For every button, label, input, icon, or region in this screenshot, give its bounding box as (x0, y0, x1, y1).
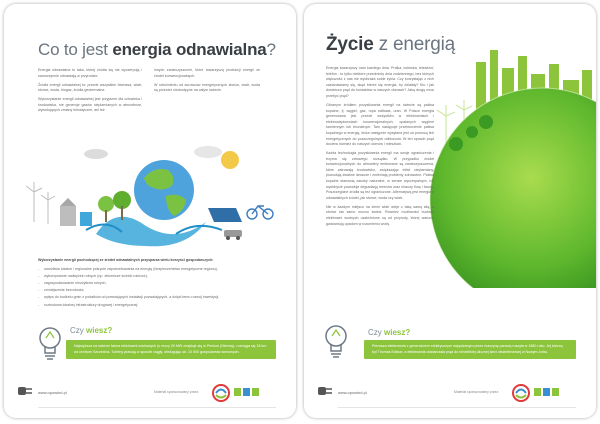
tip-title-bold: wiesz? (384, 328, 411, 337)
did-you-know-box: Pierwsza elektrownia z generatorem elektrycznym napędzanym przez maszynę parową ruszyła w 1880 roku. Jej twórcą był Thomas Edison, a elektrownia dostarczała prąd do niewielkiej ulicznej sieci oświetleniowej w Nowym Jorku. (364, 340, 576, 359)
list-item: - wykorzystanie nadwyżek rolnych (np. zbiornicze ścieżki rolnicze), (38, 274, 268, 280)
article-body (326, 66, 434, 231)
page-footer (304, 384, 596, 404)
paragraph: Wykorzystanie energii odnawialnej jest przyjazne dla człowieka i środowiska, nie generuje gazów cieplarnianych w atmosferze, wywołujących zmiany klimatyczne, ani też (38, 97, 142, 113)
logo-icon (512, 384, 530, 402)
paragraph: Źródła energii odnawialnej to: przede wszystkim biomasa, wiatr, słońce, woda, biogaz, źródła geotermalne. (38, 82, 142, 93)
benefits-list (38, 258, 268, 310)
did-you-know-title (368, 328, 410, 337)
paragraph: Energia odnawialna to taka, której źródła się nie wyczerpują i samoczynnie odnawiają w przyrodzie. (38, 68, 142, 78)
title-bold: energia odnawialna (112, 40, 267, 59)
did-you-know-title (70, 326, 112, 335)
footer-url[interactable]: www.opowind.pl (38, 390, 67, 395)
renewable-energy-illustration (26, 134, 274, 254)
paragraph: Energia towarzyszy nam każdego dnia. Pralka, lodówka, telewizor, telefon - to tylko niektóre przedmioty dnia codziennego, bez których większość z nas nie wyobraża sobie życia. Czy korzystając z nich zastanawiamy się, skąd bierze się energia, by działały? Kto i jak dostarcza prąd do kontaktów w naszych domach? Jaką drogę musi przebyć prąd? (326, 66, 434, 98)
paragraph: Nie w każdym miejscu na ziemi wiatr wieje z taką samą siłą, a słońce tak samo mocno świeci. Również możliwości budowy elektrowni wodnych uzależnione są od przyrody, której warunki gwarantują opadom w rozumieniu wody. (326, 204, 434, 226)
page-title (38, 40, 276, 60)
footer-divider (38, 407, 276, 408)
title-normal: z energią (373, 34, 456, 55)
earth-globe-icon (134, 160, 194, 220)
paragraph: W odróżnieniu od surowców energetycznych słońce, wiatr, woda są przecież niedostępne na całym świecie. (154, 82, 260, 93)
paragraph: innych zanieczyszczeń, które towarzyszą produkcji energii ze źródeł konwencjonalnych. (154, 68, 260, 78)
tip-title-bold: wiesz? (86, 326, 113, 335)
lightbulb-icon (38, 326, 62, 364)
right-page (304, 4, 596, 418)
lightbulb-icon (324, 324, 348, 362)
title-bold: Życie (326, 34, 374, 55)
plug-icon (16, 384, 34, 398)
logo-icon (212, 384, 230, 402)
footer-sponsor: Materiał sponsorowany przez: (454, 390, 500, 394)
did-you-know-box: Największa na świecie farma elektrowni wiatrowych (o mocy 20 MW znajduje się w Penkun (Niemcy), rozciąga się 18 km od centrum Szczecina. Turbiny pracują w sposób ciągły, obsługując ok. 10 000 gospodarstw domowych. (66, 340, 276, 359)
footer-sponsor: Materiał sponsorowany przez: (154, 390, 200, 394)
footer-divider (338, 407, 576, 408)
bicycle-icon (247, 206, 273, 219)
paragraph: Głównym źródłem pozyskiwania energii na świecie są paliwa kopalne, tj. węgiel, gaz, ropa naftowa, uran. W Polsce energia generowana jest przede wszystkim w elektrowniach i elektrociepłowniach konwencjonalnych, opalanych węglem kamiennym lub brunatnym. Tam następuje przetworzenie paliwa kopalnego w energię, która następnie wysyłana jest za pomocą linii energetycznych do poszczególnych odbiorców. W ten sposób prąd dociera również do naszych domów i mieszkań. (326, 102, 434, 147)
benefits-intro: Wykorzystanie energii pochodzącej ze źródeł odnawialnych przysparza wielu korzyści gospodarczych: (38, 258, 214, 262)
list-item: - zmniejszenie bezrobocia, (38, 288, 268, 294)
page-footer (4, 384, 296, 404)
logo-icon (534, 384, 562, 402)
tip-title-normal: Czy (70, 326, 86, 335)
plug-icon (316, 384, 334, 398)
left-page (4, 4, 296, 418)
list-item: - rozbudowa lokalnej infrastruktury drogowej i energetycznej. (38, 303, 268, 309)
intro-column-1 (38, 68, 142, 117)
wind-turbine-icon (26, 182, 55, 224)
intro-column-2 (154, 68, 260, 97)
title-normal: Co to jest (38, 40, 113, 59)
list-item: - zagospodarowanie nieużytków rolnych, (38, 281, 268, 287)
paragraph: Każda technologia pozyskiwania energii ma swoje ograniczenia i trzyma się zdrowego rozsądku. W przypadku źródeł konwencjonalnych do atmosfery emitowane są zanieczyszczenia, które zatruwają środowisko, zwiększając efekt cieplarniany, powodują kwaśne deszcze i zmieniają problemy zdrowotne. Paliwa kopalne stanowią zasoby naturalne, w sensie wyczerpalnym, ich wydobycie powoduje degradację terenów oraz niszczy florę i faunę. Poszczególne źródła są też ograniczone. Alternatywą jest energia z odnawialnych źródeł, jak słońce, woda czy wiatr. (326, 151, 434, 200)
tip-title-normal: Czy (368, 328, 384, 337)
title-end: ? (266, 40, 276, 59)
footer-url[interactable]: www.opowind.pl (338, 390, 367, 395)
logo-icon (234, 384, 262, 402)
list-item: - umożliwia lokalne i regionalne pokrycie zapotrzebowania na energię (bezpieczeństwo energetyczne regionu), (38, 267, 268, 273)
green-earth-illustration (416, 28, 596, 288)
earth-globe-icon (430, 88, 596, 288)
list-item: - wpływ do budżetu gmin z podatków od powstających instalacji pozwalających, a dzięki temu rozwój inwestycji, (38, 295, 268, 301)
